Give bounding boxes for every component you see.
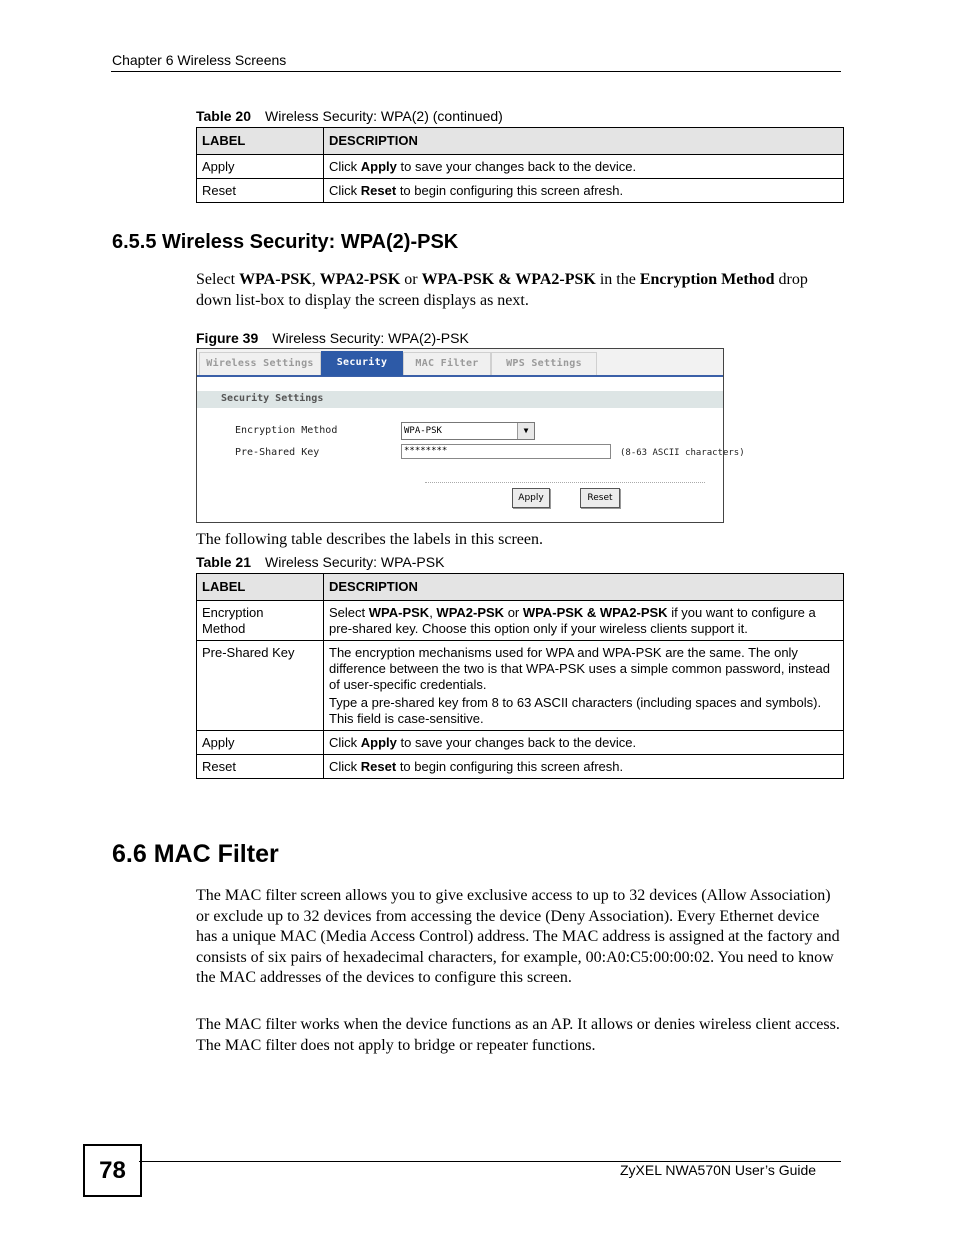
page-number: 78 (83, 1144, 142, 1197)
figure-39-screenshot (196, 348, 745, 523)
tab-wireless-settings[interactable]: Wireless Settings (199, 352, 321, 375)
divider (425, 482, 705, 483)
figure-39-title: Wireless Security: WPA(2)-PSK (272, 330, 469, 346)
text: Click (329, 735, 361, 750)
tab-mac-filter[interactable]: MAC Filter (403, 352, 491, 375)
text: , (429, 605, 437, 620)
table-21-title: Wireless Security: WPA-PSK (265, 554, 445, 570)
bold-term: WPA2-PSK (436, 605, 505, 620)
row-label: Encryption Method (197, 601, 324, 641)
chevron-down-icon[interactable]: ▼ (517, 423, 534, 439)
table-20-number: Table 20 (196, 108, 251, 124)
table-row (197, 179, 844, 203)
row-description (324, 641, 844, 731)
row-description (324, 755, 844, 779)
table-21-number: Table 21 (196, 554, 251, 570)
label-header: LABEL (197, 128, 324, 155)
section-heading-6-6: 6.6 MAC Filter (112, 840, 279, 868)
text: drop down list-box to display the screen displays as next. (196, 271, 808, 309)
text: Select (196, 271, 240, 288)
description-paragraph: Type a pre-shared key from 8 to 63 ASCII characters (including spaces and symbols). This field is case-sensitive. (329, 695, 822, 726)
text: or (400, 271, 422, 288)
pre-shared-key-input[interactable]: ******** (401, 444, 611, 459)
bold-term: WPA-PSK (239, 271, 312, 288)
tab-bar (197, 349, 723, 377)
bold-term: Encryption Method (639, 271, 775, 288)
header-rule (111, 71, 841, 72)
figure-39-number: Figure 39 (196, 330, 259, 346)
bold-term: WPA-PSK (368, 605, 430, 620)
section-heading-6-5-5: 6.5.5 Wireless Security: WPA(2)-PSK (112, 231, 459, 253)
table-20-caption (196, 108, 503, 124)
text: if you want to configure a pre-shared key. Choose this option only if your wireless clients support it. (329, 605, 816, 636)
figure-39-caption (196, 330, 469, 346)
table-row (197, 601, 844, 641)
text: to save your changes back to the device. (396, 159, 637, 174)
mac-filter-paragraph-2: The MAC filter works when the device functions as an AP. It allows or denies wireless client access. The MAC filter does not apply to bridge or repeater functions. (196, 1016, 840, 1054)
table-20-title: Wireless Security: WPA(2) (continued) (265, 108, 503, 124)
tab-wps-settings[interactable]: WPS Settings (491, 352, 597, 375)
tab-security[interactable]: Security (321, 351, 403, 376)
text: in the (595, 271, 640, 288)
text: or (504, 605, 523, 620)
description-header: DESCRIPTION (324, 574, 844, 601)
guide-title: ZyXEL NWA570N User’s Guide (620, 1162, 817, 1178)
row-description (324, 731, 844, 755)
encryption-method-select[interactable] (401, 422, 535, 440)
row-label: Apply (197, 731, 324, 755)
description-header: DESCRIPTION (324, 128, 844, 155)
bold-term: Reset (360, 759, 397, 774)
table-21-caption (196, 554, 444, 570)
table-row (197, 755, 844, 779)
bold-term: Apply (360, 159, 397, 174)
running-header: Chapter 6 Wireless Screens (112, 52, 287, 68)
bold-term: WPA-PSK & WPA2-PSK (522, 605, 668, 620)
table-row (197, 155, 844, 179)
bold-term: WPA-PSK & WPA2-PSK (421, 271, 596, 288)
pre-shared-key-label: Pre-Shared Key (235, 447, 320, 458)
text: to begin configuring this screen afresh. (396, 759, 624, 774)
encryption-method-value: WPA-PSK (404, 426, 442, 436)
apply-button[interactable]: Apply (512, 488, 550, 508)
text: Click (329, 159, 361, 174)
row-label: Apply (197, 155, 324, 179)
row-label: Pre-Shared Key (197, 641, 324, 731)
section-6-5-5-paragraph (196, 270, 846, 311)
bold-term: Reset (360, 183, 397, 198)
following-text: The following table describes the labels in this screen. (196, 531, 544, 548)
security-settings-title: Security Settings (221, 393, 324, 404)
label-header: LABEL (197, 574, 324, 601)
row-description (324, 155, 844, 179)
bold-term: WPA2-PSK (319, 271, 401, 288)
row-description (324, 179, 844, 203)
pre-shared-key-hint: (8-63 ASCII characters) (620, 448, 745, 458)
table-20 (196, 127, 844, 203)
mac-filter-paragraph-1: The MAC filter screen allows you to give exclusive access to up to 32 devices (Allow Association) or exclude up to 32 devices from accessing the device (Deny Association). Every Ethernet device has a unique MAC (Media Access Control) address. The MAC address is assigned at the factory and consists of six pairs of hexadecimal characters, for example, 00:A0:C5:00:00:02. You need to know the MAC addresses of the devices to configure this screen. (196, 887, 840, 986)
reset-button[interactable]: Reset (580, 488, 620, 508)
table-row (197, 731, 844, 755)
table-21 (196, 573, 844, 779)
row-description (324, 601, 844, 641)
text: Click (329, 759, 361, 774)
table-header-row (197, 128, 844, 155)
row-label: Reset (197, 755, 324, 779)
bold-term: Apply (360, 735, 397, 750)
row-label: Reset (197, 179, 324, 203)
table-header-row (197, 574, 844, 601)
text: to begin configuring this screen afresh. (396, 183, 624, 198)
table-row (197, 641, 844, 731)
text: to save your changes back to the device. (396, 735, 637, 750)
text: Select (329, 605, 369, 620)
text: , (311, 271, 320, 288)
text: Click (329, 183, 361, 198)
encryption-method-label: Encryption Method (235, 425, 338, 436)
description-paragraph: The encryption mechanisms used for WPA and WPA-PSK are the same. The only difference between the two is that WPA-PSK uses a simple common password, instead of user-specific credentials. (329, 645, 830, 692)
